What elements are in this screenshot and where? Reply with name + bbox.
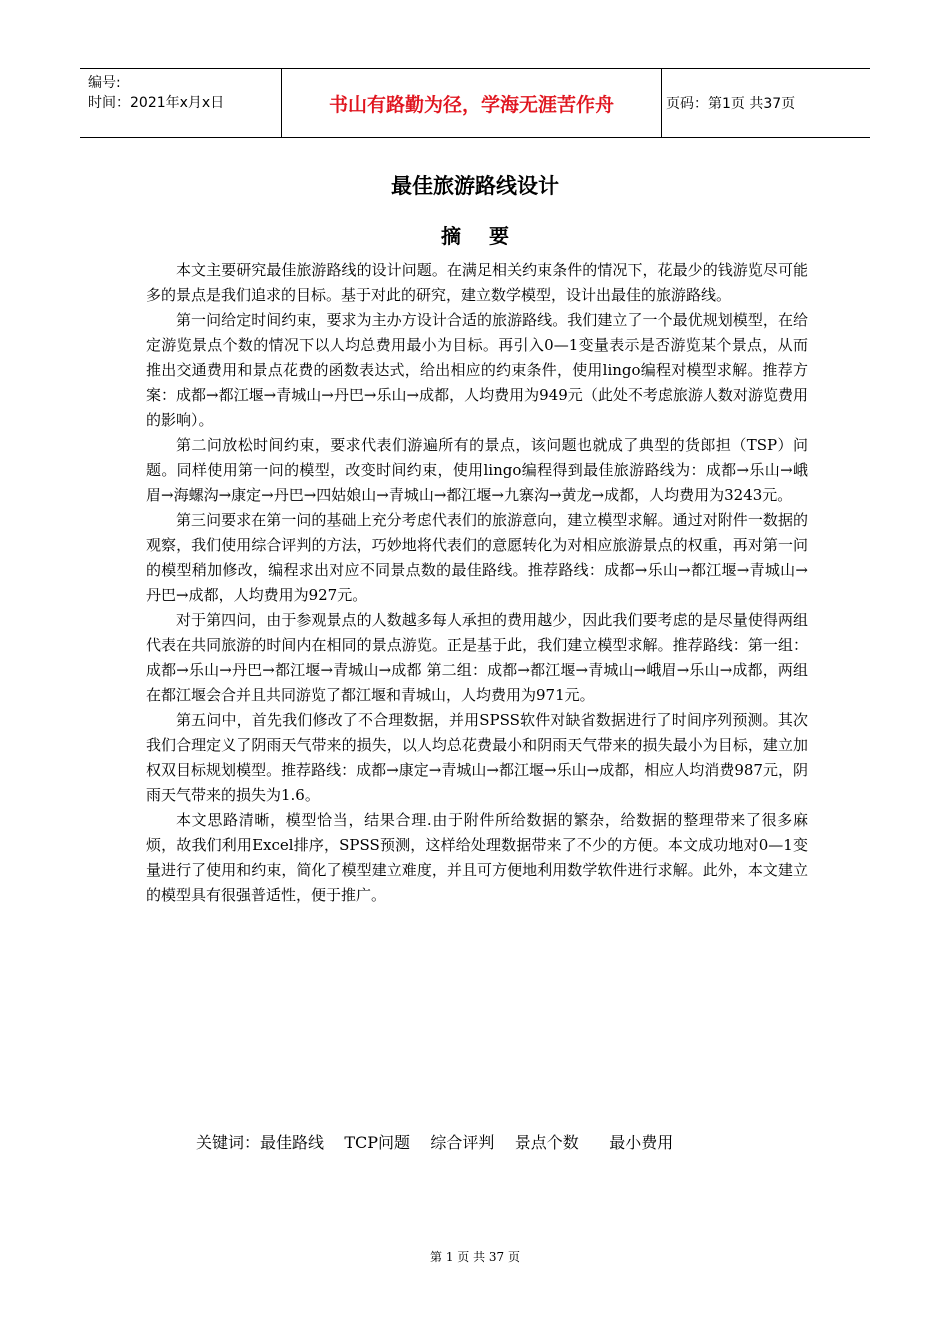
document-title: 最佳旅游路线设计 [391, 174, 559, 198]
header-meta-cell [80, 69, 282, 137]
abstract-paragraph: 第一问给定时间约束，要求为主办方设计合适的旅游路线。我们建立了一个最优规划模型，在给定游览景点个数的情况下以人均总费用最小为目标。再引入0—1变量表示是否游览某个景点，从而推出交通费用和景点花费的函数表达式，给出相应的约束条件，使用lingo编程对模型求解。推荐方案：成都→都江堰→青城山→丹巴→乐山→成都，人均费用为949元（此处不考虑旅游人数对游览费用的影响）。 [146, 311, 808, 429]
abstract-paragraph: 第二问放松时间约束，要求代表们游遍所有的景点，该问题也就成了典型的货郎担（TSP）问题。同样使用第一问的模型，改变时间约束，使用lingo编程得到最佳旅游路线为：成都→乐山→峨眉→海螺沟→康定→丹巴→四姑娘山→青城山→都江堰→九寨沟→黄龙→成都，人均费用为3243元。 [146, 436, 808, 504]
header-number-label: 编号: [88, 75, 121, 91]
abstract-heading: 摘要 [441, 224, 537, 248]
abstract-paragraph: 对于第四问，由于参观景点的人数越多每人承担的费用越少，因此我们要考虑的是尽量使得两组代表在共同旅游的时间内在相同的景点游览。正是基于此，我们建立模型求解。推荐路线：第一组：成都→乐山→丹巴→都江堰→青城山→成都 第二组：成都→都江堰→青城山→峨眉→乐山→成都，两组在都江堰会合并且共同游览了都江堰和青城山，人均费用为971元。 [146, 611, 808, 704]
abstract-paragraph: 第三问要求在第一问的基础上充分考虑代表们的旅游意向，建立模型求解。通过对附件一数据的观察，我们使用综合评判的方法，巧妙地将代表们的意愿转化为对相应旅游景点的权重，再对第一问的模型稍加修改，编程求出对应不同景点数的最佳路线。推荐路线：成都→乐山→都江堰→青城山→丹巴→成都，人均费用为927元。 [146, 511, 808, 604]
header-date: 时间：2021年x月x日 [88, 95, 225, 111]
abstract-paragraph: 第五问中，首先我们修改了不合理数据，并用SPSS软件对缺省数据进行了时间序列预测。其次我们合理定义了阴雨天气带来的损失，以人均总花费最小和阴雨天气带来的损失最小为目标，建立加权双目标规划模型。推荐路线：成都→康定→青城山→都江堰→乐山→成都，相应人均消费987元，阴雨天气带来的损失为1.6。 [146, 711, 808, 804]
header-motto: 书山有路勤为径，学海无涯苦作舟 [282, 69, 662, 137]
abstract-body [146, 258, 808, 908]
abstract-paragraph: 本文主要研究最佳旅游路线的设计问题。在满足相关约束条件的情况下，花最少的钱游览尽可能多的景点是我们追求的目标。基于对此的研究，建立数学模型，设计出最佳的旅游路线。 [146, 261, 808, 304]
page-footer: 第 1 页 共 37 页 [430, 1250, 520, 1264]
abstract-paragraph: 本文思路清晰，模型恰当，结果合理.由于附件所给数据的繁杂，给数据的整理带来了很多麻烦，故我们利用Excel排序，SPSS预测，这样给处理数据带来了不少的方便。本文成功地对0—1变量进行了使用和约束，简化了模型建立难度，并且可方便地利用数学软件进行求解。此外，本文建立的模型具有很强普适性，便于推广。 [146, 811, 808, 904]
header-page-info: 页码：第1页 共37页 [666, 96, 796, 112]
keywords-line: 关键词：最佳路线 TCP问题 综合评判 景点个数 最小费用 [196, 1133, 674, 1152]
page-header [80, 68, 870, 138]
